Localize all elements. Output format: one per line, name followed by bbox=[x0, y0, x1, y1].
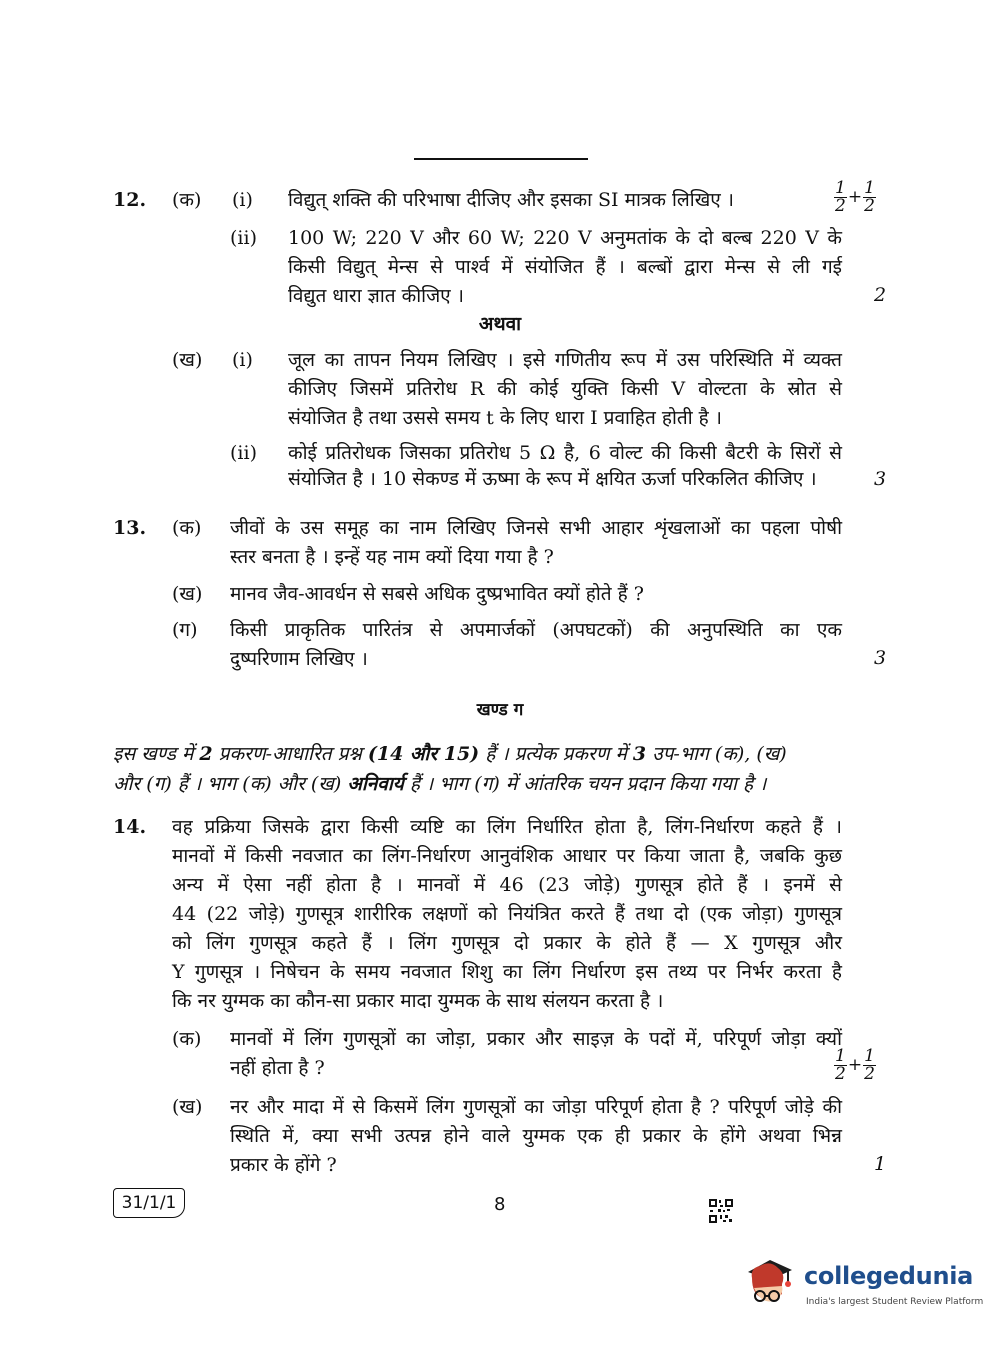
q12-a-ii-line: किसी विद्युत् मेन्स से पार्श्व में संयोजित हैं । बल्बों द्वारा मेन्स से ली गई bbox=[288, 256, 842, 278]
q12-a-ii-line: विद्युत धारा ज्ञात कीजिए । bbox=[288, 285, 464, 307]
intro-text: हैं । प्रत्येक प्रकरण में bbox=[479, 743, 633, 765]
intro-bold: 3 bbox=[632, 743, 647, 765]
q12-a-label: (क) bbox=[172, 189, 202, 211]
q14-passage-line: वह प्रक्रिया जिसके द्वारा किसी व्यष्टि का लिंग निर्धारित होता है, लिंग-निर्धारण कहते हैं । bbox=[172, 816, 842, 838]
q12-or: अथवा bbox=[478, 313, 522, 335]
intro-bold: (14 और 15) bbox=[367, 743, 480, 765]
q14-b-label: (ख) bbox=[172, 1096, 203, 1118]
q14-a-line: मानवों में लिंग गुणसूत्रों का जोड़ा, प्रकार और साइज़ के पदों में, परिपूर्ण जोड़ा क्यों bbox=[230, 1028, 842, 1050]
intro-text: और (ग) हैं । भाग (क) और (ख) bbox=[113, 773, 348, 795]
q13-a-line: स्तर बनता है । इन्हें यह नाम क्यों दिया गया है ? bbox=[230, 546, 554, 568]
q12-a-ii-mark: 2 bbox=[874, 284, 887, 306]
q14-passage-line: कि नर युग्मक का कौन-सा प्रकार मादा युग्मक के साथ संलयन करता है । bbox=[172, 990, 664, 1012]
collegedunia-tagline: India's largest Student Review Platform bbox=[806, 1297, 984, 1307]
fraction-numerator: 1 bbox=[864, 1046, 875, 1066]
q12-number: 12. bbox=[113, 189, 147, 211]
paper-code: 31/1/1 bbox=[121, 1193, 177, 1213]
q14-number: 14. bbox=[113, 816, 147, 838]
fraction-plus: + bbox=[847, 187, 863, 207]
q14-a-marks bbox=[834, 1048, 876, 1083]
intro-text: प्रकरण-आधारित प्रश्न bbox=[212, 743, 368, 765]
paper-code-box bbox=[113, 1188, 185, 1218]
fraction-denominator: 2 bbox=[835, 1064, 846, 1084]
fraction-numerator: 1 bbox=[835, 1046, 846, 1066]
intro-bold: 2 bbox=[199, 743, 213, 765]
fraction-numerator: 1 bbox=[864, 178, 875, 198]
q14-passage-line: 44 (22 जोड़े) गुणसूत्र शारीरिक लक्षणों को नियंत्रित करते हैं तथा दो (एक जोड़ा) गुणसूत्र bbox=[172, 903, 842, 925]
section-intro-line-1 bbox=[113, 740, 787, 769]
q13-c-label: (ग) bbox=[172, 619, 198, 641]
q12-a-i-marks bbox=[834, 180, 876, 215]
q12-a-ii-line: 100 W; 220 V और 60 W; 220 V अनुमतांक के दो बल्ब 220 V के bbox=[288, 227, 842, 249]
qr-code-icon bbox=[708, 1198, 734, 1224]
intro-text: उप-भाग (क), (ख) bbox=[646, 743, 787, 765]
collegedunia-logo-icon bbox=[742, 1248, 800, 1310]
fraction-denominator: 2 bbox=[864, 196, 875, 216]
fraction-denominator: 2 bbox=[835, 196, 846, 216]
intro-text: इस खण्ड में bbox=[113, 743, 200, 765]
q14-passage-line: को लिंग गुणसूत्र कहते हैं । लिंग गुणसूत्र दो प्रकार के होते हैं — X गुणसूत्र और bbox=[172, 932, 842, 954]
q14-a-label: (क) bbox=[172, 1028, 202, 1050]
q13-b-text: मानव जैव-आवर्धन से सबसे अधिक दुष्प्रभावित क्यों होते हैं ? bbox=[230, 583, 644, 605]
q14-passage-line: Y गुणसूत्र । निषेचन के समय नवजात शिशु का लिंग निर्धारण इस तथ्य पर निर्भर करता है bbox=[172, 961, 842, 983]
top-rule bbox=[414, 158, 588, 160]
q12-b-i-line: संयोजित है तथा उससे समय t के लिए धारा I प्रवाहित होती है । bbox=[288, 407, 722, 429]
q12-a-i-label: (i) bbox=[232, 189, 253, 211]
q13-b-label: (ख) bbox=[172, 583, 203, 605]
q12-b-ii-label: (ii) bbox=[230, 442, 257, 464]
section-intro-line-2 bbox=[113, 770, 766, 799]
q12-b-i-line: जूल का तापन नियम लिखिए । इसे गणितीय रूप में उस परिस्थिति में व्यक्त bbox=[288, 349, 842, 371]
q14-a-line: नहीं होता है ? bbox=[230, 1057, 325, 1079]
q12-a-i-text: विद्युत् शक्ति की परिभाषा दीजिए और इसका SI मात्रक लिखिए । bbox=[288, 189, 735, 211]
intro-bold: अनिवार्य bbox=[347, 773, 404, 795]
q14-passage-line: अन्य में ऐसा नहीं होता है । मानवों में 46 (23 जोड़े) गुणसूत्र होते हैं । इनमें से bbox=[172, 874, 842, 896]
q12-b-ii-line: कोई प्रतिरोधक जिसका प्रतिरोध 5 Ω है, 6 वोल्ट की किसी बैटरी के सिरों से bbox=[288, 442, 842, 464]
q13-number: 13. bbox=[113, 517, 147, 539]
q14-b-line: स्थिति में, क्या सभी उत्पन्न होने वाले युग्मक एक ही प्रकार के होंगे अथवा भिन्न bbox=[230, 1125, 842, 1147]
q12-b-i-label: (i) bbox=[232, 349, 253, 371]
intro-text: हैं । भाग (ग) में आंतरिक चयन प्रदान किया गया है । bbox=[403, 773, 767, 795]
q12-b-ii-line: संयोजित है । 10 सेकण्ड में ऊष्मा के रूप में क्षयित ऊर्जा परिकलित कीजिए । bbox=[288, 468, 817, 490]
q13-c-line: किसी प्राकृतिक पारितंत्र से अपमार्जकों (अपघटकों) की अनुपस्थिति का एक bbox=[230, 619, 842, 641]
q14-b-line: प्रकार के होंगे ? bbox=[230, 1154, 337, 1176]
q13-a-line: जीवों के उस समूह का नाम लिखिए जिनसे सभी आहार शृंखलाओं का पहला पोषी bbox=[230, 517, 842, 539]
section-title: खण्ड ग bbox=[476, 700, 524, 720]
fraction-denominator: 2 bbox=[864, 1064, 875, 1084]
q14-b-mark: 1 bbox=[874, 1153, 887, 1175]
q13-a-label: (क) bbox=[172, 517, 202, 539]
q14-passage-line: मानवों में किसी नवजात का लिंग-निर्धारण आनुवंशिक आधार पर किया जाता है, जबकि कुछ bbox=[172, 845, 842, 867]
q12-a-ii-label: (ii) bbox=[230, 227, 257, 249]
q14-b-line: नर और मादा में से किसमें लिंग गुणसूत्रों का जोड़ा परिपूर्ण होता है ? परिपूर्ण जोड़े की bbox=[230, 1096, 842, 1118]
q13-mark: 3 bbox=[874, 647, 887, 669]
collegedunia-brand: collegedunia bbox=[804, 1262, 974, 1290]
q13-c-line: दुष्परिणाम लिखिए । bbox=[230, 648, 368, 670]
fraction-plus: + bbox=[847, 1055, 863, 1075]
q12-b-label: (ख) bbox=[172, 349, 203, 371]
q12-b-mark: 3 bbox=[874, 468, 887, 490]
page-number: 8 bbox=[494, 1194, 506, 1215]
q12-b-i-line: कीजिए जिसमें प्रतिरोध R की कोई युक्ति किसी V वोल्टता के स्रोत से bbox=[288, 378, 842, 400]
fraction-numerator: 1 bbox=[835, 178, 846, 198]
